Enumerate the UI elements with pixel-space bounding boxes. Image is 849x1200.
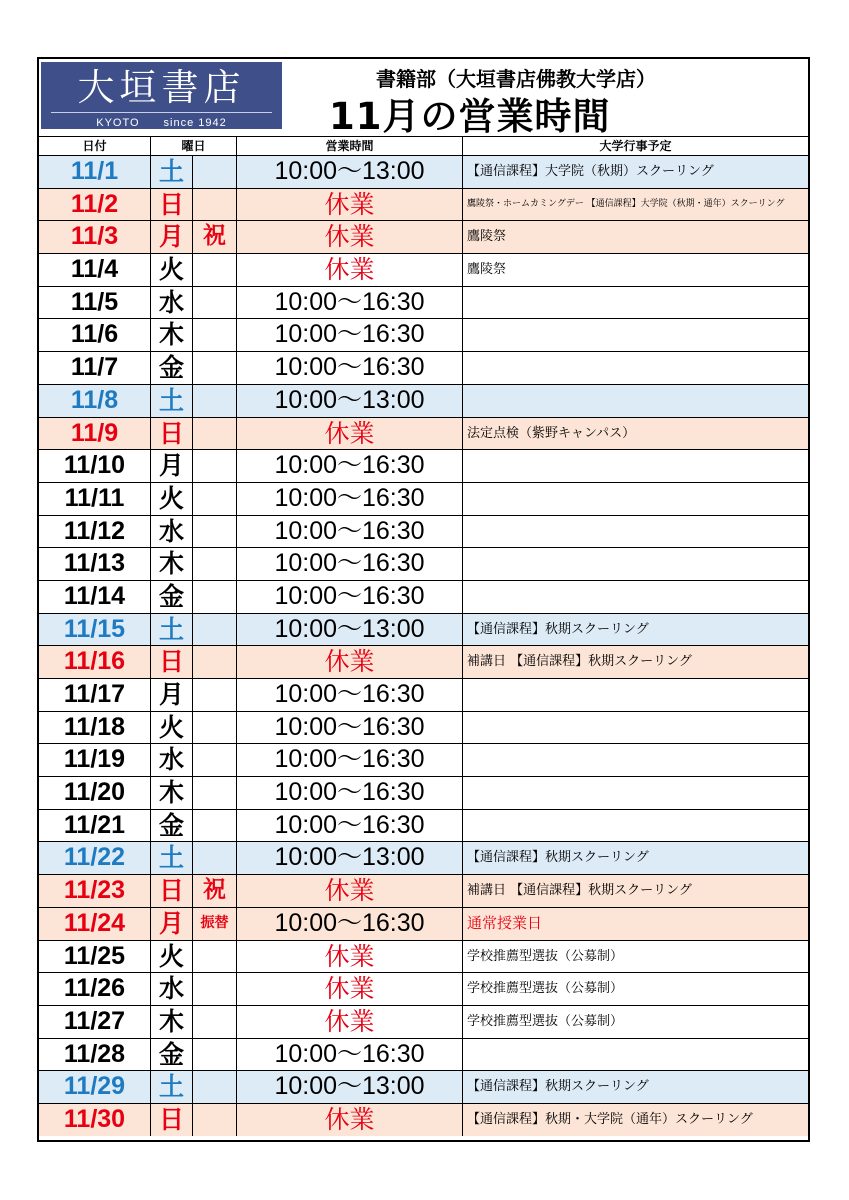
row-events: 学校推薦型選抜（公募制） bbox=[462, 1006, 808, 1038]
table-row bbox=[39, 417, 808, 450]
row-holiday-note bbox=[192, 646, 236, 678]
row-hours: 10:00～13:00 bbox=[236, 842, 462, 874]
row-holiday-note bbox=[192, 941, 236, 973]
table-row bbox=[39, 515, 808, 548]
row-holiday-note bbox=[192, 548, 236, 580]
row-holiday-note bbox=[192, 777, 236, 809]
row-weekday: 土 bbox=[150, 614, 192, 646]
row-date: 11/19 bbox=[63, 745, 126, 774]
row-events bbox=[462, 516, 808, 548]
row-events: 【通信課程】秋期スクーリング bbox=[462, 614, 808, 646]
table-row bbox=[39, 678, 808, 711]
store-logo bbox=[41, 62, 282, 129]
header bbox=[39, 59, 808, 136]
row-hours: 10:00～16:30 bbox=[236, 450, 462, 482]
table-row bbox=[39, 547, 808, 580]
row-date: 11/15 bbox=[63, 614, 126, 643]
row-events bbox=[462, 450, 808, 482]
table-row bbox=[39, 220, 808, 253]
row-events bbox=[462, 287, 808, 319]
row-weekday: 土 bbox=[150, 842, 192, 874]
row-holiday-note bbox=[192, 1039, 236, 1071]
row-events bbox=[462, 712, 808, 744]
row-events bbox=[462, 777, 808, 809]
row-holiday-note bbox=[192, 352, 236, 384]
column-header-weekday: 曜日 bbox=[150, 137, 236, 155]
row-date: 11/30 bbox=[63, 1104, 126, 1133]
row-holiday-note bbox=[192, 385, 236, 417]
row-events: 【通信課程】秋期・大学院（通年）スクーリング bbox=[462, 1104, 808, 1136]
row-events bbox=[462, 679, 808, 711]
row-holiday-note bbox=[192, 842, 236, 874]
row-weekday: 土 bbox=[150, 156, 192, 188]
row-weekday: 月 bbox=[150, 679, 192, 711]
table-row bbox=[39, 940, 808, 973]
row-holiday-note bbox=[192, 810, 236, 842]
table-row bbox=[39, 351, 808, 384]
row-holiday-note bbox=[192, 319, 236, 351]
logo-name: 大垣書店 bbox=[77, 66, 246, 109]
table-row bbox=[39, 1103, 808, 1136]
row-holiday-note bbox=[192, 156, 236, 188]
row-holiday-note bbox=[192, 189, 236, 221]
row-date: 11/16 bbox=[63, 647, 126, 676]
row-date: 11/10 bbox=[63, 451, 126, 480]
row-weekday: 火 bbox=[150, 254, 192, 286]
table-row bbox=[39, 482, 808, 515]
row-events: 鷹陵祭 bbox=[462, 254, 808, 286]
row-events: 補講日 【通信課程】秋期スクーリング bbox=[462, 875, 808, 907]
row-holiday-note: 祝 bbox=[192, 221, 236, 253]
column-header-date: 日付 bbox=[82, 139, 107, 153]
row-date: 11/6 bbox=[70, 320, 119, 349]
row-hours: 休業 bbox=[236, 418, 462, 450]
row-hours: 10:00～16:30 bbox=[236, 548, 462, 580]
row-weekday: 木 bbox=[150, 548, 192, 580]
row-date: 11/2 bbox=[70, 189, 119, 218]
table-row bbox=[39, 155, 808, 188]
row-events: 学校推薦型選抜（公募制） bbox=[462, 941, 808, 973]
row-hours: 休業 bbox=[236, 254, 462, 286]
page-title: 11月の営業時間 bbox=[329, 95, 611, 138]
row-events bbox=[462, 1039, 808, 1071]
row-weekday: 水 bbox=[150, 516, 192, 548]
row-date: 11/3 bbox=[70, 222, 119, 251]
schedule-sheet bbox=[37, 57, 810, 1142]
row-hours: 休業 bbox=[236, 973, 462, 1005]
row-events: 【通信課程】秋期スクーリング bbox=[462, 1071, 808, 1103]
row-events: 通常授業日 bbox=[462, 908, 808, 940]
row-events: 鷹陵祭・ホームカミングデー 【通信課程】大学院（秋期・通年）スクーリング bbox=[462, 189, 808, 221]
table-row bbox=[39, 645, 808, 678]
row-holiday-note bbox=[192, 712, 236, 744]
row-date: 11/24 bbox=[63, 908, 126, 937]
row-holiday-note: 祝 bbox=[192, 875, 236, 907]
row-hours: 休業 bbox=[236, 941, 462, 973]
row-weekday: 日 bbox=[150, 875, 192, 907]
row-weekday: 日 bbox=[150, 418, 192, 450]
row-weekday: 水 bbox=[150, 287, 192, 319]
table-row bbox=[39, 874, 808, 907]
row-holiday-note bbox=[192, 483, 236, 515]
row-hours: 10:00～16:30 bbox=[236, 352, 462, 384]
row-hours: 10:00～13:00 bbox=[236, 614, 462, 646]
row-events bbox=[462, 548, 808, 580]
row-date: 11/27 bbox=[63, 1006, 126, 1035]
row-weekday: 金 bbox=[150, 352, 192, 384]
table-row bbox=[39, 188, 808, 221]
row-weekday: 月 bbox=[150, 908, 192, 940]
row-hours: 休業 bbox=[236, 875, 462, 907]
row-holiday-note bbox=[192, 744, 236, 776]
row-events bbox=[462, 385, 808, 417]
row-date: 11/7 bbox=[70, 353, 119, 382]
row-date: 11/23 bbox=[63, 876, 126, 905]
row-date: 11/4 bbox=[70, 255, 119, 284]
row-date: 11/9 bbox=[70, 418, 119, 447]
row-date: 11/17 bbox=[63, 680, 126, 708]
row-hours: 10:00～16:30 bbox=[236, 810, 462, 842]
row-holiday-note bbox=[192, 254, 236, 286]
row-hours: 10:00～16:30 bbox=[236, 483, 462, 515]
row-weekday: 木 bbox=[150, 1006, 192, 1038]
row-date: 11/14 bbox=[63, 581, 126, 610]
row-events: 学校推薦型選抜（公募制） bbox=[462, 973, 808, 1005]
row-holiday-note bbox=[192, 516, 236, 548]
row-holiday-note bbox=[192, 679, 236, 711]
row-weekday: 火 bbox=[150, 941, 192, 973]
row-hours: 10:00～16:30 bbox=[236, 744, 462, 776]
row-weekday: 月 bbox=[150, 450, 192, 482]
table-row bbox=[39, 1005, 808, 1038]
row-hours: 10:00～13:00 bbox=[236, 156, 462, 188]
row-hours: 10:00～16:30 bbox=[236, 908, 462, 940]
row-date: 11/28 bbox=[63, 1039, 126, 1068]
row-weekday: 土 bbox=[150, 385, 192, 417]
row-events bbox=[462, 483, 808, 515]
row-events bbox=[462, 810, 808, 842]
row-date: 11/25 bbox=[63, 941, 126, 970]
table-row bbox=[39, 318, 808, 351]
table-row bbox=[39, 286, 808, 319]
table-row bbox=[39, 384, 808, 417]
table-row bbox=[39, 743, 808, 776]
row-date: 11/13 bbox=[63, 549, 126, 578]
column-header-events: 大学行事予定 bbox=[462, 137, 808, 155]
row-holiday-note bbox=[192, 287, 236, 319]
row-hours: 10:00～16:30 bbox=[236, 1039, 462, 1071]
row-events: 【通信課程】秋期スクーリング bbox=[462, 842, 808, 874]
row-hours: 休業 bbox=[236, 646, 462, 678]
row-hours: 休業 bbox=[236, 189, 462, 221]
row-date: 11/21 bbox=[63, 810, 126, 839]
column-header-hours: 営業時間 bbox=[236, 137, 462, 155]
row-holiday-note: 振替 bbox=[192, 908, 236, 940]
row-events bbox=[462, 581, 808, 613]
logo-divider bbox=[51, 112, 272, 113]
row-date: 11/1 bbox=[70, 157, 119, 185]
table-row bbox=[39, 907, 808, 940]
row-date: 11/26 bbox=[63, 974, 126, 1003]
table-row bbox=[39, 253, 808, 286]
row-date: 11/18 bbox=[63, 712, 126, 741]
row-events: 補講日 【通信課程】秋期スクーリング bbox=[462, 646, 808, 678]
row-hours: 10:00～16:30 bbox=[236, 319, 462, 351]
row-events bbox=[462, 352, 808, 384]
row-date: 11/8 bbox=[70, 385, 119, 414]
row-date: 11/20 bbox=[63, 778, 126, 807]
row-weekday: 火 bbox=[150, 483, 192, 515]
table-row bbox=[39, 580, 808, 613]
schedule-table bbox=[39, 155, 808, 1136]
row-weekday: 日 bbox=[150, 1104, 192, 1136]
row-weekday: 金 bbox=[150, 810, 192, 842]
department-name: 書籍部（大垣書店佛教大学店） bbox=[376, 67, 656, 91]
table-row bbox=[39, 1070, 808, 1103]
logo-tagline: KYOTO since 1942 bbox=[96, 117, 227, 129]
row-weekday: 木 bbox=[150, 777, 192, 809]
table-row bbox=[39, 449, 808, 482]
row-hours: 休業 bbox=[236, 221, 462, 253]
row-weekday: 日 bbox=[150, 189, 192, 221]
row-holiday-note bbox=[192, 581, 236, 613]
row-events: 鷹陵祭 bbox=[462, 221, 808, 253]
row-date: 11/5 bbox=[70, 287, 119, 316]
row-hours: 10:00～13:00 bbox=[236, 1071, 462, 1103]
row-weekday: 月 bbox=[150, 221, 192, 253]
table-row bbox=[39, 711, 808, 744]
row-date: 11/12 bbox=[63, 516, 126, 545]
row-holiday-note bbox=[192, 418, 236, 450]
row-weekday: 水 bbox=[150, 744, 192, 776]
row-date: 11/29 bbox=[63, 1072, 126, 1101]
row-weekday: 木 bbox=[150, 319, 192, 351]
row-holiday-note bbox=[192, 1071, 236, 1103]
row-hours: 休業 bbox=[236, 1104, 462, 1136]
row-hours: 10:00～16:30 bbox=[236, 712, 462, 744]
row-weekday: 土 bbox=[150, 1071, 192, 1103]
row-hours: 10:00～16:30 bbox=[236, 287, 462, 319]
row-hours: 休業 bbox=[236, 1006, 462, 1038]
row-hours: 10:00～16:30 bbox=[236, 581, 462, 613]
row-weekday: 火 bbox=[150, 712, 192, 744]
row-hours: 10:00～16:30 bbox=[236, 777, 462, 809]
row-holiday-note bbox=[192, 1104, 236, 1136]
row-weekday: 金 bbox=[150, 581, 192, 613]
row-events: 法定点検（紫野キャンパス） bbox=[462, 418, 808, 450]
table-row bbox=[39, 809, 808, 842]
column-headers bbox=[39, 136, 808, 155]
table-row bbox=[39, 776, 808, 809]
row-holiday-note bbox=[192, 450, 236, 482]
table-row bbox=[39, 972, 808, 1005]
row-holiday-note bbox=[192, 614, 236, 646]
row-holiday-note bbox=[192, 1006, 236, 1038]
row-events bbox=[462, 744, 808, 776]
row-events: 【通信課程】大学院（秋期）スクーリング bbox=[462, 156, 808, 188]
table-row bbox=[39, 1038, 808, 1071]
row-weekday: 水 bbox=[150, 973, 192, 1005]
row-hours: 10:00～16:30 bbox=[236, 516, 462, 548]
row-hours: 10:00～16:30 bbox=[236, 679, 462, 711]
row-date: 11/22 bbox=[63, 843, 126, 872]
row-holiday-note bbox=[192, 973, 236, 1005]
row-date: 11/11 bbox=[64, 483, 125, 512]
row-weekday: 金 bbox=[150, 1039, 192, 1071]
table-row bbox=[39, 841, 808, 874]
row-events bbox=[462, 319, 808, 351]
row-hours: 10:00～13:00 bbox=[236, 385, 462, 417]
row-weekday: 日 bbox=[150, 646, 192, 678]
table-row bbox=[39, 613, 808, 646]
